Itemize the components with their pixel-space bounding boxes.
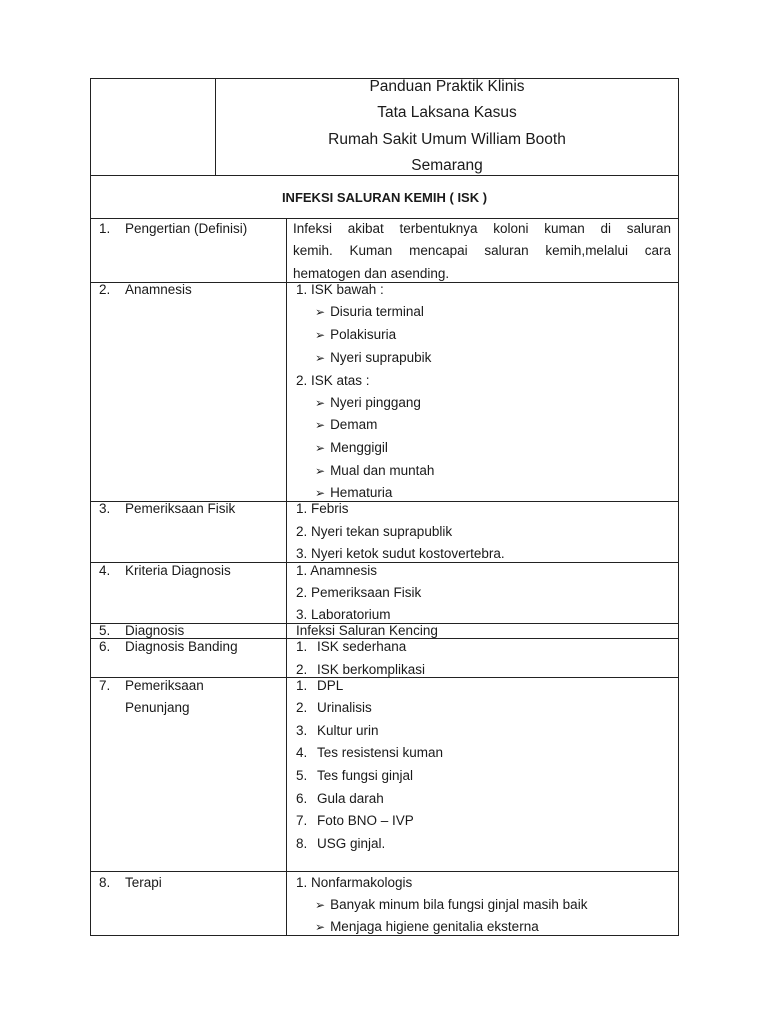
bullet-item [315, 327, 396, 343]
list-item: 3. Nyeri ketok sudut kostovertebra. [296, 546, 505, 561]
arrow-bullet-icon: ➢ [315, 464, 326, 478]
arrow-bullet-icon: ➢ [315, 920, 326, 934]
list-item: Gula darah [317, 791, 384, 806]
list-item-number: 8. [296, 836, 308, 851]
row-label: Terapi [125, 875, 162, 890]
bullet-text: Polakisuria [330, 327, 397, 342]
header-line-4: Semarang [411, 157, 483, 174]
row-label: Kriteria Diagnosis [125, 563, 231, 578]
list-item-number: 6. [296, 791, 308, 806]
bullet-item [315, 897, 587, 913]
row-divider [90, 871, 679, 872]
bullet-text: Mual dan muntah [330, 463, 435, 478]
title-divider [90, 218, 679, 219]
table-border-right [678, 78, 679, 936]
definition-line: kemih. Kuman mencapai saluran kemih,melalui cara [293, 243, 671, 258]
header-line-2: Tata Laksana Kasus [377, 104, 517, 121]
list-item: 3. Laboratorium [296, 607, 391, 622]
diagnosis-value: Infeksi Saluran Kencing [296, 623, 438, 638]
sub-heading: 1. Nonfarmakologis [296, 875, 413, 890]
arrow-bullet-icon: ➢ [315, 898, 326, 912]
list-item: 1. Febris [296, 501, 349, 516]
list-item-number: 2. [296, 662, 308, 677]
list-item-number: 5. [296, 768, 308, 783]
table-border-bottom [90, 935, 679, 936]
bullet-item [315, 395, 421, 411]
list-item: Kultur urin [317, 723, 379, 738]
list-item-number: 1. [296, 639, 308, 654]
list-item: Tes fungsi ginjal [317, 768, 414, 783]
arrow-bullet-icon: ➢ [315, 441, 326, 455]
bullet-item [315, 919, 539, 935]
list-item: 2. Pemeriksaan Fisik [296, 585, 422, 600]
bullet-item [315, 440, 388, 456]
bullet-text: Menjaga higiene genitalia eksterna [330, 919, 539, 934]
row-label: Pemeriksaan Fisik [125, 501, 236, 516]
bullet-text: Menggigil [330, 440, 388, 455]
arrow-bullet-icon: ➢ [315, 396, 326, 410]
list-item-number: 4. [296, 745, 308, 760]
row-number: 1. [99, 221, 111, 236]
row-label: Anamnesis [125, 282, 192, 297]
list-item-number: 1. [296, 678, 308, 693]
table-border-left [90, 78, 91, 936]
list-item-number: 7. [296, 813, 308, 828]
column-divider [286, 218, 287, 936]
bullet-item [315, 304, 424, 320]
list-item-number: 2. [296, 700, 308, 715]
header-line-1: Panduan Praktik Klinis [369, 78, 525, 95]
list-item: DPL [317, 678, 344, 693]
list-item: Urinalisis [317, 700, 372, 715]
definition-line: hematogen dan asending. [293, 266, 450, 281]
arrow-bullet-icon: ➢ [315, 351, 326, 365]
row-number: 7. [99, 678, 111, 693]
bullet-text: Disuria terminal [330, 304, 424, 319]
list-item: Foto BNO – IVP [317, 813, 414, 828]
list-item: ISK berkomplikasi [317, 662, 426, 677]
sub-heading: 1. ISK bawah : [296, 282, 384, 297]
list-item: ISK sederhana [317, 639, 407, 654]
arrow-bullet-icon: ➢ [315, 328, 326, 342]
arrow-bullet-icon: ➢ [315, 486, 326, 500]
row-label: Diagnosis [125, 623, 185, 638]
list-item: 1. Anamnesis [296, 563, 378, 578]
row-number: 4. [99, 563, 111, 578]
row-label: Diagnosis Banding [125, 639, 238, 654]
bullet-text: Banyak minum bila fungsi ginjal masih baik [330, 897, 588, 912]
document-title: INFEKSI SALURAN KEMIH ( ISK ) [281, 190, 488, 205]
row-number: 5. [99, 623, 111, 638]
bullet-item [315, 417, 377, 433]
list-item: 2. Nyeri tekan suprapublik [296, 524, 453, 539]
list-item: Tes resistensi kuman [317, 745, 444, 760]
bullet-text: Demam [330, 417, 378, 432]
row-number: 3. [99, 501, 111, 516]
list-item-number: 3. [296, 723, 308, 738]
row-label: Pemeriksaan [125, 678, 204, 693]
bullet-item [315, 350, 431, 366]
bullet-text: Nyeri pinggang [330, 395, 421, 410]
bullet-item [315, 463, 434, 479]
row-number: 2. [99, 282, 111, 297]
row-label: Penunjang [125, 700, 190, 715]
row-number: 8. [99, 875, 111, 890]
row-label: Pengertian (Definisi) [125, 221, 248, 236]
bullet-item [315, 485, 392, 501]
bullet-text: Hematuria [330, 485, 393, 500]
row-number: 6. [99, 639, 111, 654]
arrow-bullet-icon: ➢ [315, 305, 326, 319]
header-line-3: Rumah Sakit Umum William Booth [328, 131, 566, 148]
sub-heading: 2. ISK atas : [296, 373, 370, 388]
definition-line: Infeksi akibat terbentuknya koloni kuman di saluran [293, 221, 671, 236]
arrow-bullet-icon: ➢ [315, 418, 326, 432]
list-item: USG ginjal. [317, 836, 386, 851]
bullet-text: Nyeri suprapubik [330, 350, 432, 365]
